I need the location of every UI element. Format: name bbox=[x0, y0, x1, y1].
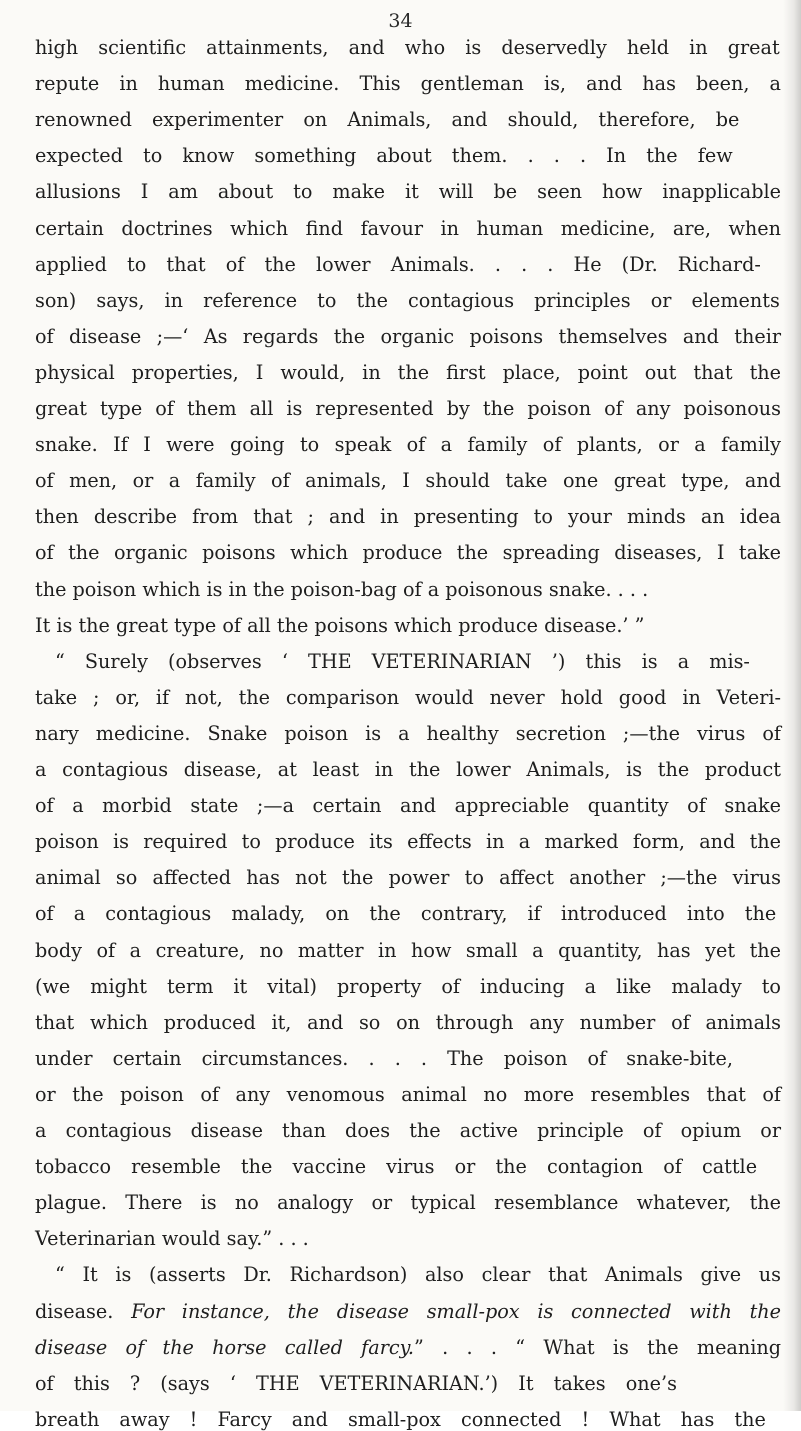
text-segment: of men, or a family of animals, I should take one great type, and bbox=[35, 469, 781, 493]
text-segment: of disease ;—‘ As regards the organic poisons themselves and their bbox=[35, 324, 781, 348]
italic-text-segment: For instance, the disease small-pox is connected with the bbox=[131, 1299, 781, 1323]
text-line bbox=[35, 144, 733, 168]
text-line bbox=[35, 505, 781, 529]
text-segment: “ It is (asserts Dr. Richardson) also clear that Animals give us bbox=[55, 1263, 781, 1287]
text-segment: certain doctrines which find favour in human medicine, are, when bbox=[35, 216, 781, 240]
text-segment: under certain circumstances. . . . The poison of snake-bite, bbox=[35, 1046, 733, 1070]
text-line bbox=[55, 1263, 781, 1287]
text-segment: renowned experimenter on Animals, and should, therefore, be bbox=[35, 108, 740, 132]
text-segment: nary medicine. Snake poison is a healthy secretion ;—the virus of bbox=[35, 721, 781, 745]
text-segment: expected to know something about them. . . . In the few bbox=[35, 144, 733, 168]
text-segment: ” . . . “ What is the meaning bbox=[414, 1335, 781, 1359]
text-line bbox=[35, 38, 780, 57]
text-line bbox=[35, 1046, 733, 1070]
text-line bbox=[35, 1082, 781, 1106]
text-segment: Veterinarian would say.” . . . bbox=[35, 1227, 309, 1251]
text-line bbox=[35, 577, 649, 601]
page-edge-shadow bbox=[783, 0, 801, 1411]
text-segment: animal so affected has not the power to affect another ;—the virus bbox=[35, 866, 781, 890]
text-line bbox=[35, 324, 781, 348]
text-line bbox=[35, 108, 740, 132]
text-segment: allusions I am about to make it will be seen how inapplicable bbox=[35, 180, 781, 204]
text-line bbox=[35, 830, 781, 854]
text-segment: “ Surely (observes ‘ THE VETERINARIAN ’) this is a mis- bbox=[55, 649, 750, 673]
text-line bbox=[35, 216, 781, 240]
text-line bbox=[35, 1371, 677, 1395]
text-line bbox=[35, 72, 781, 96]
page-number: 34 bbox=[388, 10, 413, 32]
text-line bbox=[35, 1335, 781, 1359]
text-line bbox=[35, 252, 761, 276]
text-segment: applied to that of the lower Animals. . . . He (Dr. Richard- bbox=[35, 252, 761, 276]
text-line bbox=[35, 1407, 766, 1431]
text-segment: of a contagious malady, on the contrary, if introduced into the bbox=[35, 902, 777, 926]
text-line bbox=[35, 399, 781, 418]
text-line bbox=[35, 433, 781, 457]
text-line bbox=[35, 1010, 781, 1034]
text-line bbox=[35, 794, 781, 818]
text-segment: of a morbid state ;—a certain and appreciable quantity of snake bbox=[35, 794, 781, 818]
text-segment: then describe from that ; and in presenting to your minds an idea bbox=[35, 505, 781, 529]
text-line bbox=[35, 1191, 781, 1215]
text-segment: that which produced it, and so on through any number of animals bbox=[35, 1010, 781, 1034]
text-line bbox=[55, 649, 750, 673]
text-segment: repute in human medicine. This gentleman is, and has been, a bbox=[35, 72, 781, 96]
text-segment: tobacco resemble the vaccine virus or the contagion of cattle bbox=[35, 1155, 758, 1179]
text-line bbox=[35, 866, 781, 890]
text-line bbox=[35, 288, 780, 312]
text-line bbox=[35, 541, 781, 565]
text-line bbox=[35, 974, 781, 998]
text-segment: plague. There is no analogy or typical resemblance whatever, the bbox=[35, 1191, 781, 1215]
text-segment: physical properties, I would, in the first place, point out that the bbox=[35, 360, 781, 384]
text-line bbox=[35, 902, 777, 926]
text-line bbox=[35, 721, 781, 745]
text-segment: or the poison of any venomous animal no more resembles that of bbox=[35, 1082, 781, 1106]
text-segment: a contagious disease than does the active principle of opium or bbox=[35, 1119, 781, 1142]
text-segment: great type of them all is represented by the poison of any poisonous bbox=[35, 397, 781, 420]
italic-text-segment: disease of the horse called farcy. bbox=[35, 1335, 415, 1359]
text-line bbox=[35, 760, 781, 779]
text-line bbox=[35, 938, 781, 962]
text-segment: poison is required to produce its effects in a marked form, and the bbox=[35, 830, 781, 854]
text-segment: son) says, in reference to the contagious principles or elements bbox=[35, 288, 780, 312]
text-segment: the poison which is in the poison-bag of a poisonous snake. . . . bbox=[35, 577, 649, 601]
text-segment: take ; or, if not, the comparison would never hold good in Veteri- bbox=[35, 685, 781, 709]
text-segment: disease. bbox=[35, 1299, 132, 1323]
text-segment: It is the great type of all the poisons which produce disease.’ ” bbox=[35, 613, 645, 637]
text-segment: high scientific attainments, and who is deservedly held in great bbox=[35, 36, 780, 59]
text-segment: a contagious disease, at least in the lower Animals, is the product bbox=[35, 758, 781, 781]
text-segment: breath away ! Farcy and small-pox connected ! What has the bbox=[35, 1407, 766, 1431]
text-line bbox=[35, 1121, 781, 1140]
text-line bbox=[35, 1155, 758, 1179]
text-line bbox=[35, 1299, 781, 1323]
text-segment: (we might term it vital) property of inducing a like malady to bbox=[35, 974, 781, 998]
text-line bbox=[35, 685, 781, 709]
text-line bbox=[35, 1227, 309, 1251]
text-line bbox=[35, 469, 781, 493]
text-line bbox=[35, 360, 781, 384]
text-segment: snake. If I were going to speak of a family of plants, or a family bbox=[35, 433, 781, 457]
text-segment: body of a creature, no matter in how small a quantity, has yet the bbox=[35, 938, 781, 962]
text-segment: of this ? (says ‘ THE VETERINARIAN.’) It takes one’s bbox=[35, 1371, 677, 1395]
text-line bbox=[35, 613, 645, 637]
text-line bbox=[35, 180, 781, 204]
text-segment: of the organic poisons which produce the spreading diseases, I take bbox=[35, 541, 781, 565]
